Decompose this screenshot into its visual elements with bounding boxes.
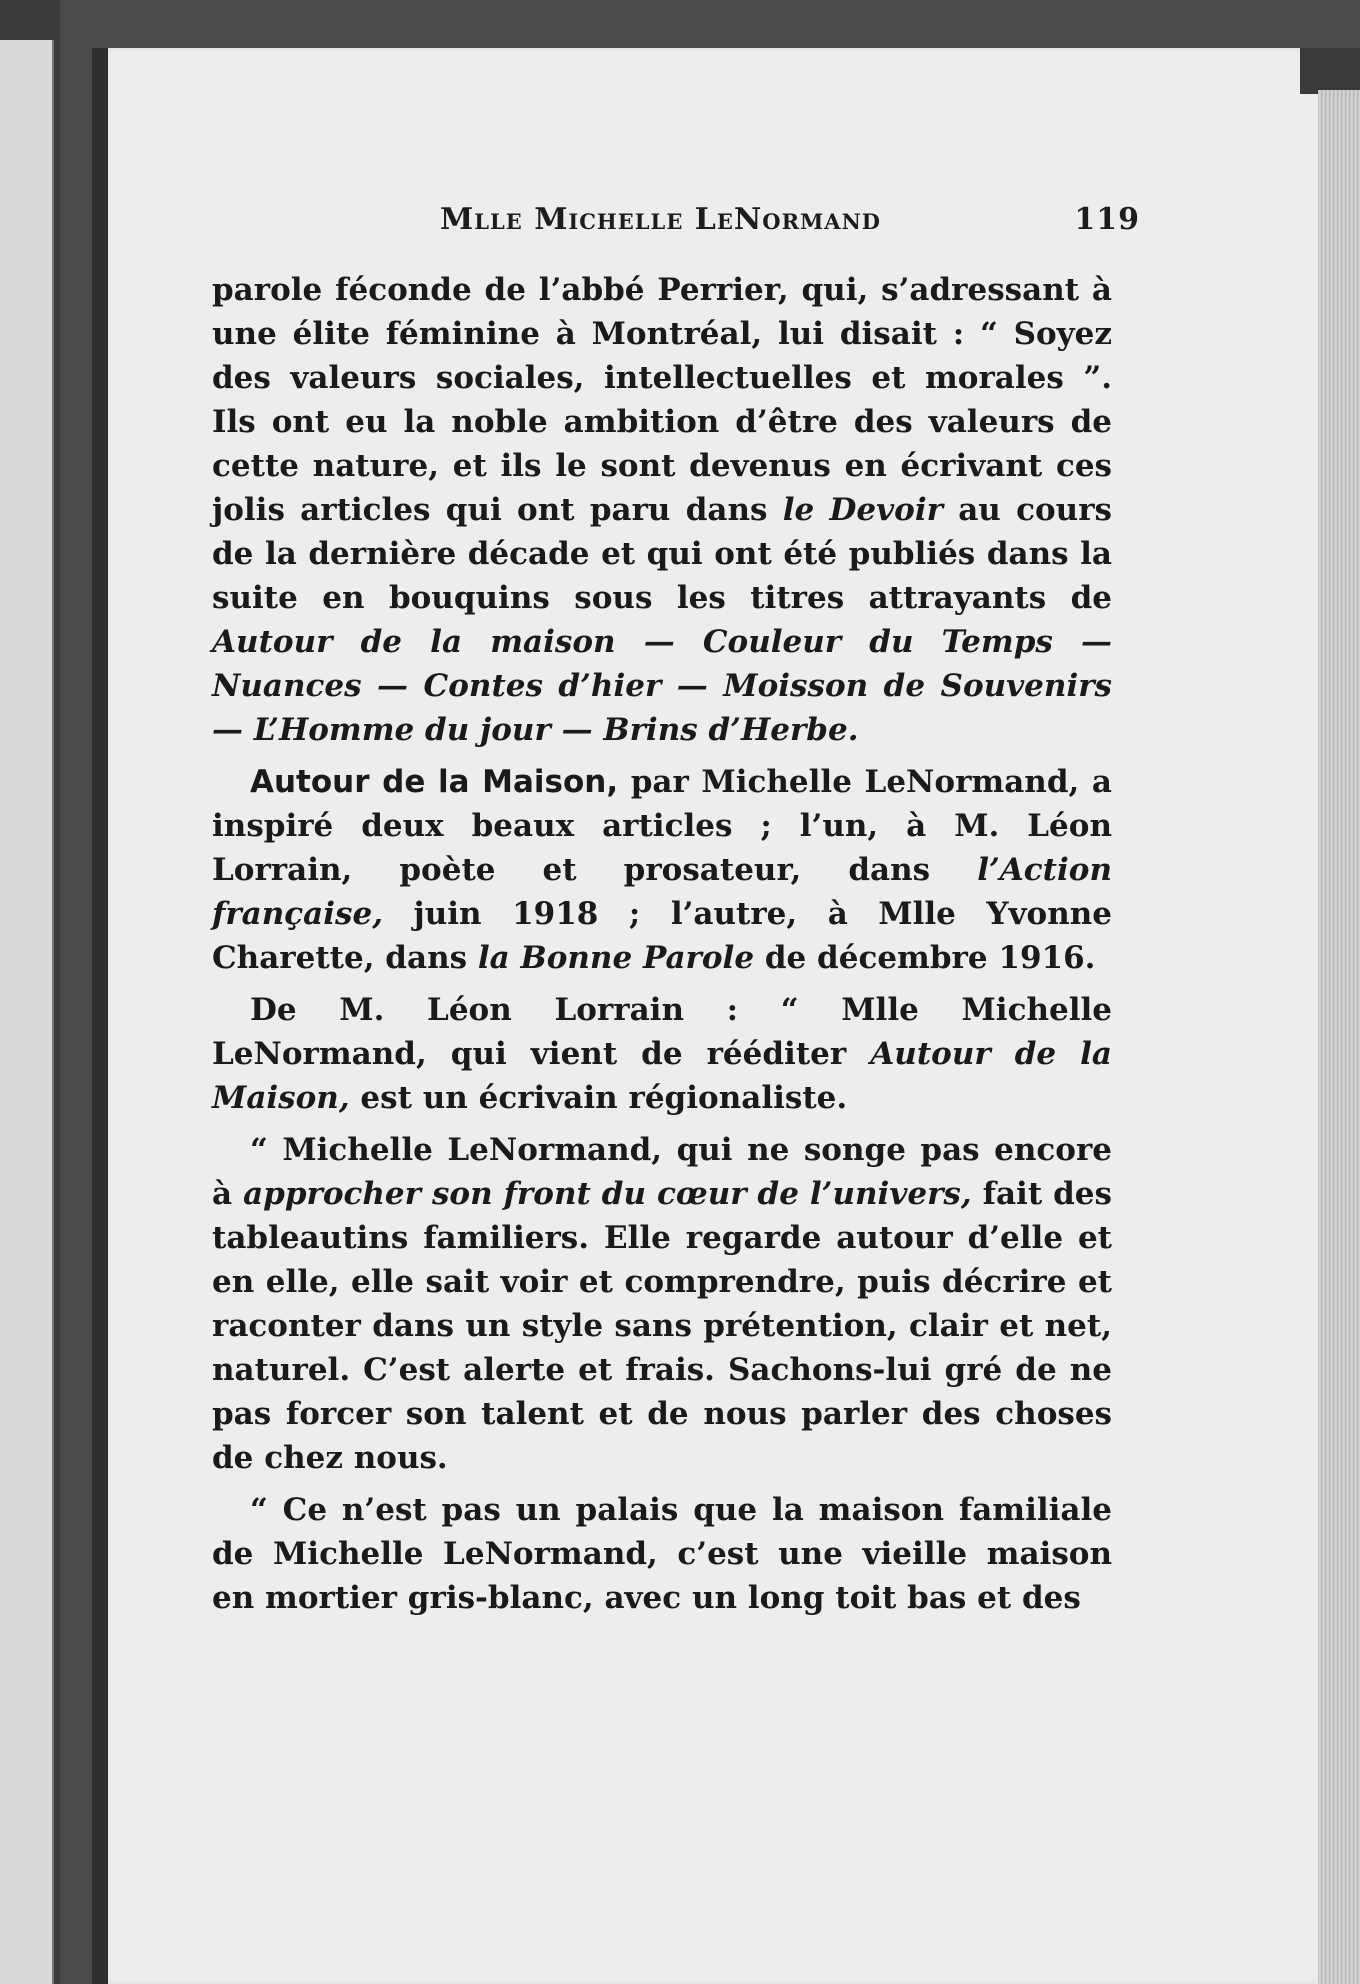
p3-text-c: est un écrivain régionaliste. (349, 1080, 848, 1116)
background-top-right (1300, 48, 1360, 94)
p1-italic-devoir: le Devoir (782, 492, 943, 528)
paragraph-4 (212, 1128, 1112, 1480)
running-title: Mlle Michelle LeNormand (440, 202, 881, 237)
p2-text-b: par Michelle LeNormand, a inspiré deux beaux articles ; l’un, à M. Léon Lorrain, poète et prosateur, dans (212, 764, 1112, 888)
p1-text-c: au cours de la dernière décade et qui ont été publiés dans la suite en bouquins sous les titres attrayants de (212, 492, 1112, 616)
p2-text-d: juin 1918 ; l’autre, à Mlle Yvonne Charette, dans (212, 896, 1112, 976)
paragraph-1 (212, 268, 1112, 752)
paragraph-5 (212, 1488, 1112, 1620)
p2-italic-action: l’Action française, (212, 852, 1112, 932)
book-spine (92, 48, 108, 1984)
p4-text-c: fait des tableautins familiers. Elle regarde autour d’elle et en elle, elle sait voir et comprendre, puis décrire et raconter dans un style sans prétention, clair et net, naturel. C’est alerte et frais. Sachons-lui gré de ne pas forcer son talent et de nous parler des choses de chez nous. (212, 1176, 1112, 1476)
paragraph-2 (212, 760, 1112, 980)
page-stack-edge (1318, 90, 1360, 1984)
body-text (212, 268, 1112, 1620)
p4-text-a: “ Michelle LeNormand, qui ne songe pas encore à (212, 1132, 1112, 1212)
previous-page-edge (0, 40, 54, 1984)
p2-italic-bonne-parole: la Bonne Parole (477, 940, 755, 976)
p2-lead-title: Autour de la Maison, (250, 764, 619, 800)
p5-text-a: “ Ce n’est pas un palais que la maison familiale de Michelle LeNormand, c’est une vieille maison en mortier gris-blanc, avec un long toit bas et des (212, 1492, 1112, 1616)
running-header (440, 196, 1140, 252)
paragraph-3 (212, 988, 1112, 1120)
p4-italic-quote: approcher son front du cœur de l’univers, (243, 1176, 972, 1212)
p3-text-a: De M. Léon Lorrain : “ Mlle Michelle LeNormand, qui vient de rééditer (212, 992, 1112, 1072)
p3-italic-title: Autour de la Maison, (212, 1036, 1112, 1116)
page-number: 119 (1074, 202, 1140, 237)
p1-italic-titles: Autour de la maison — Couleur du Temps — Nuances — Contes d’hier — Moisson de Souvenirs — L’Homme du jour — Brins d’Herbe. (212, 624, 1112, 748)
p1-text-a: parole féconde de l’abbé Perrier, qui, s’adressant à une élite féminine à Montréal, lui disait : “ Soyez des valeurs sociales, intellectuelles et morales ”. Ils ont eu la noble ambition d’être des valeurs de cette nature, et ils le sont devenus en écrivant ces jolis articles qui ont paru dans (212, 272, 1112, 528)
p2-text-f: de décembre 1916. (754, 940, 1096, 976)
